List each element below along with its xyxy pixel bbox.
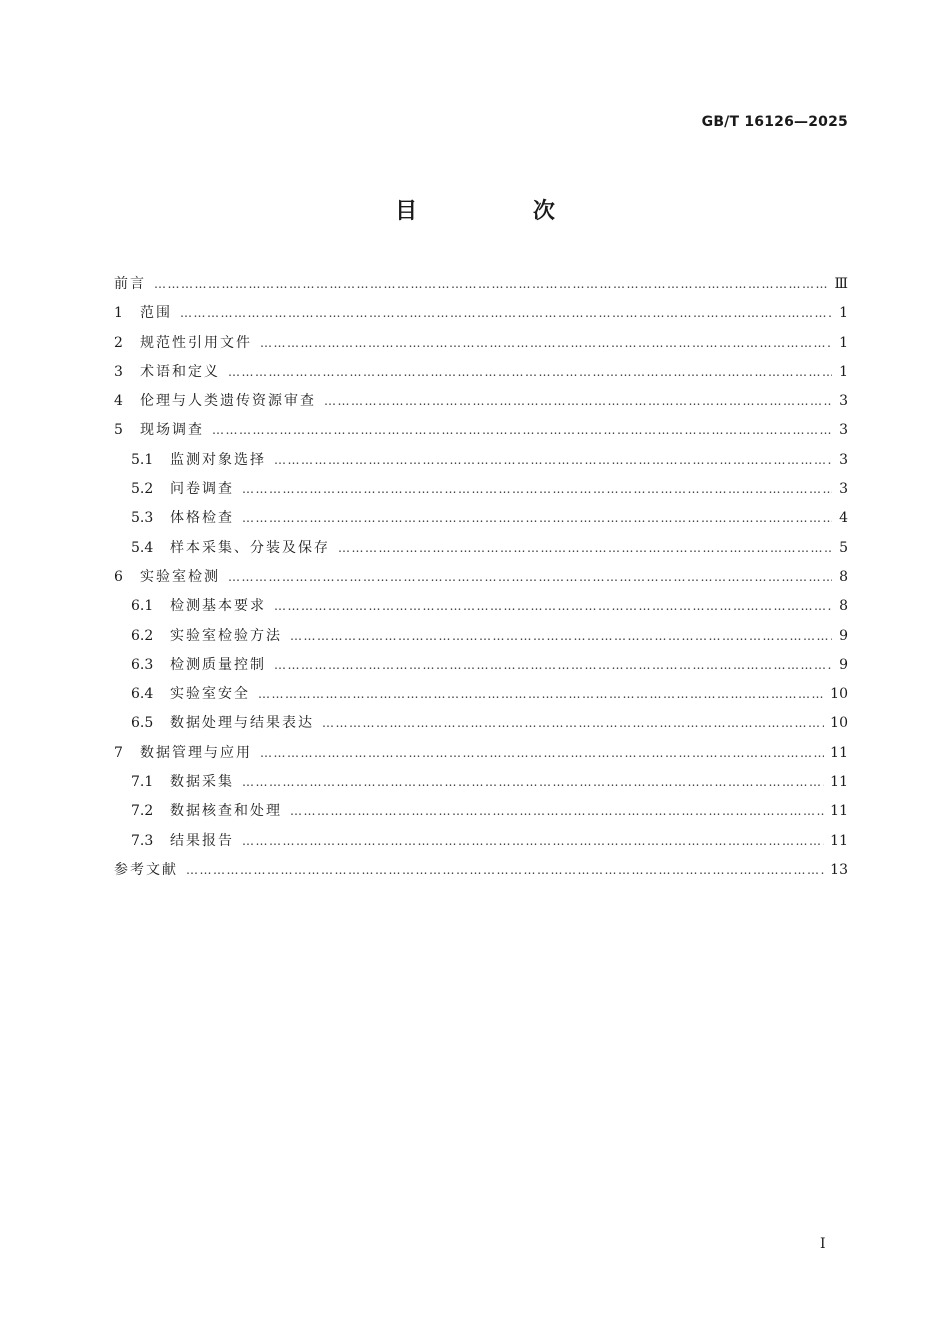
- toc-entry-number: 1: [114, 305, 123, 322]
- toc-entry-page: 1: [839, 363, 848, 380]
- toc-entry-number: 7: [114, 744, 123, 761]
- leader-dots: [260, 329, 832, 358]
- toc-entry-number: 6.5: [131, 715, 154, 732]
- toc-entry-text: 问卷调查: [170, 481, 234, 498]
- toc-entry-5-3[interactable]: [114, 504, 848, 533]
- toc-entry-page: 8: [839, 568, 848, 585]
- toc-entry-page: 11: [830, 832, 848, 849]
- toc-entry-page: 10: [830, 715, 848, 732]
- leader-dots: [258, 680, 824, 709]
- toc-entry-text: 参考文献: [114, 861, 178, 878]
- toc-entry-6[interactable]: [114, 563, 848, 592]
- leader-dots: [186, 856, 824, 885]
- toc-entry-page: 9: [839, 656, 848, 673]
- toc-entry-page: Ⅲ: [834, 276, 848, 292]
- toc-entry-number: 7.3: [131, 832, 154, 849]
- leader-dots: [242, 504, 832, 533]
- toc-entry-page: 3: [839, 393, 848, 410]
- toc-entry-page: 1: [839, 305, 848, 322]
- toc-entry-1[interactable]: [114, 299, 848, 328]
- toc-entry-page: 11: [830, 744, 848, 761]
- toc-entry-page: 9: [839, 627, 848, 644]
- toc-entry-references[interactable]: [114, 856, 848, 885]
- toc-entry-5-4[interactable]: [114, 534, 848, 563]
- toc-entry-number: 6.4: [131, 686, 154, 703]
- leader-dots: [338, 534, 832, 563]
- toc-entry-6-5[interactable]: [114, 709, 848, 738]
- toc-entry-text: 规范性引用文件: [140, 334, 252, 351]
- toc-entry-7-1[interactable]: [114, 768, 848, 797]
- toc-entry-text: 样本采集、分装及保存: [170, 539, 330, 556]
- toc-entry-page: 5: [839, 539, 848, 556]
- leader-dots: [154, 270, 828, 299]
- toc-entry-number: 2: [114, 334, 123, 351]
- toc-entry-text: 检测质量控制: [170, 656, 266, 673]
- leader-dots: [274, 592, 832, 621]
- toc-entry-page: 3: [839, 451, 848, 468]
- toc-entry-number: 7.1: [131, 774, 154, 791]
- toc-entry-page: 11: [830, 774, 848, 791]
- toc-entry-7[interactable]: [114, 739, 848, 768]
- toc-entry-page: 1: [839, 334, 848, 351]
- toc-entry-4[interactable]: [114, 387, 848, 416]
- toc-entry-7-3[interactable]: [114, 827, 848, 856]
- toc-entry-text: 伦理与人类遗传资源审查: [140, 393, 316, 410]
- toc-entry-page: 11: [830, 803, 848, 820]
- toc-entry-text: 实验室检验方法: [170, 627, 282, 644]
- toc-entry-page: 4: [839, 510, 848, 527]
- toc-entry-6-2[interactable]: [114, 622, 848, 651]
- leader-dots: [324, 387, 832, 416]
- toc-entry-number: 5.4: [131, 539, 154, 556]
- toc-entry-text: 前言: [114, 276, 146, 292]
- toc-entry-6-4[interactable]: [114, 680, 848, 709]
- toc-entry-page: 10: [830, 686, 848, 703]
- toc-entry-number: 3: [114, 363, 123, 380]
- toc-entry-text: 实验室安全: [170, 686, 250, 703]
- toc-entry-5[interactable]: [114, 416, 848, 445]
- toc-entry-number: 6.2: [131, 627, 154, 644]
- toc-entry-text: 实验室检测: [140, 568, 220, 585]
- toc-entry-text: 数据核查和处理: [170, 803, 282, 820]
- toc-entry-foreword[interactable]: [114, 270, 848, 299]
- toc-entry-number: 4: [114, 393, 123, 410]
- toc-entry-6-3[interactable]: [114, 651, 848, 680]
- leader-dots: [242, 768, 824, 797]
- leader-dots: [322, 709, 824, 738]
- toc-entry-5-2[interactable]: [114, 475, 848, 504]
- leader-dots: [260, 739, 824, 768]
- toc-entry-text: 数据采集: [170, 774, 234, 791]
- toc-entry-number: 7.2: [131, 803, 154, 820]
- toc-entry-text: 现场调查: [140, 422, 204, 439]
- toc-entry-number: 6.1: [131, 598, 154, 615]
- toc-entry-text: 术语和定义: [140, 363, 220, 380]
- toc-entry-2[interactable]: [114, 329, 848, 358]
- table-of-contents: [114, 270, 848, 885]
- toc-entry-6-1[interactable]: [114, 592, 848, 621]
- toc-entry-text: 体格检查: [170, 510, 234, 527]
- leader-dots: [290, 797, 824, 826]
- toc-entry-number: 6: [114, 568, 123, 585]
- toc-entry-text: 监测对象选择: [170, 451, 266, 468]
- page-title: 目 次: [395, 199, 609, 224]
- leader-dots: [228, 563, 832, 592]
- leader-dots: [242, 475, 832, 504]
- toc-entry-page: 3: [839, 481, 848, 498]
- leader-dots: [180, 299, 832, 328]
- toc-entry-text: 数据管理与应用: [140, 744, 252, 761]
- toc-entry-text: 检测基本要求: [170, 598, 266, 615]
- toc-entry-number: 5.3: [131, 510, 154, 527]
- toc-entry-3[interactable]: [114, 358, 848, 387]
- toc-entry-text: 结果报告: [170, 832, 234, 849]
- toc-entry-page: 3: [839, 422, 848, 439]
- standard-code: GB/T 16126—2025: [701, 114, 848, 130]
- toc-entry-5-1[interactable]: [114, 446, 848, 475]
- toc-entry-number: 5.2: [131, 481, 154, 498]
- leader-dots: [228, 358, 832, 387]
- toc-entry-number: 5: [114, 422, 123, 439]
- toc-entry-7-2[interactable]: [114, 797, 848, 826]
- leader-dots: [274, 446, 832, 475]
- toc-entry-text: 数据处理与结果表达: [170, 715, 314, 732]
- toc-entry-page: 13: [830, 861, 848, 878]
- leader-dots: [290, 622, 832, 651]
- leader-dots: [212, 416, 832, 445]
- toc-entry-number: 5.1: [131, 451, 154, 468]
- toc-entry-text: 范围: [140, 305, 172, 322]
- page-number: I: [820, 1236, 826, 1252]
- leader-dots: [274, 651, 832, 680]
- toc-entry-page: 8: [839, 598, 848, 615]
- leader-dots: [242, 827, 824, 856]
- toc-entry-number: 6.3: [131, 656, 154, 673]
